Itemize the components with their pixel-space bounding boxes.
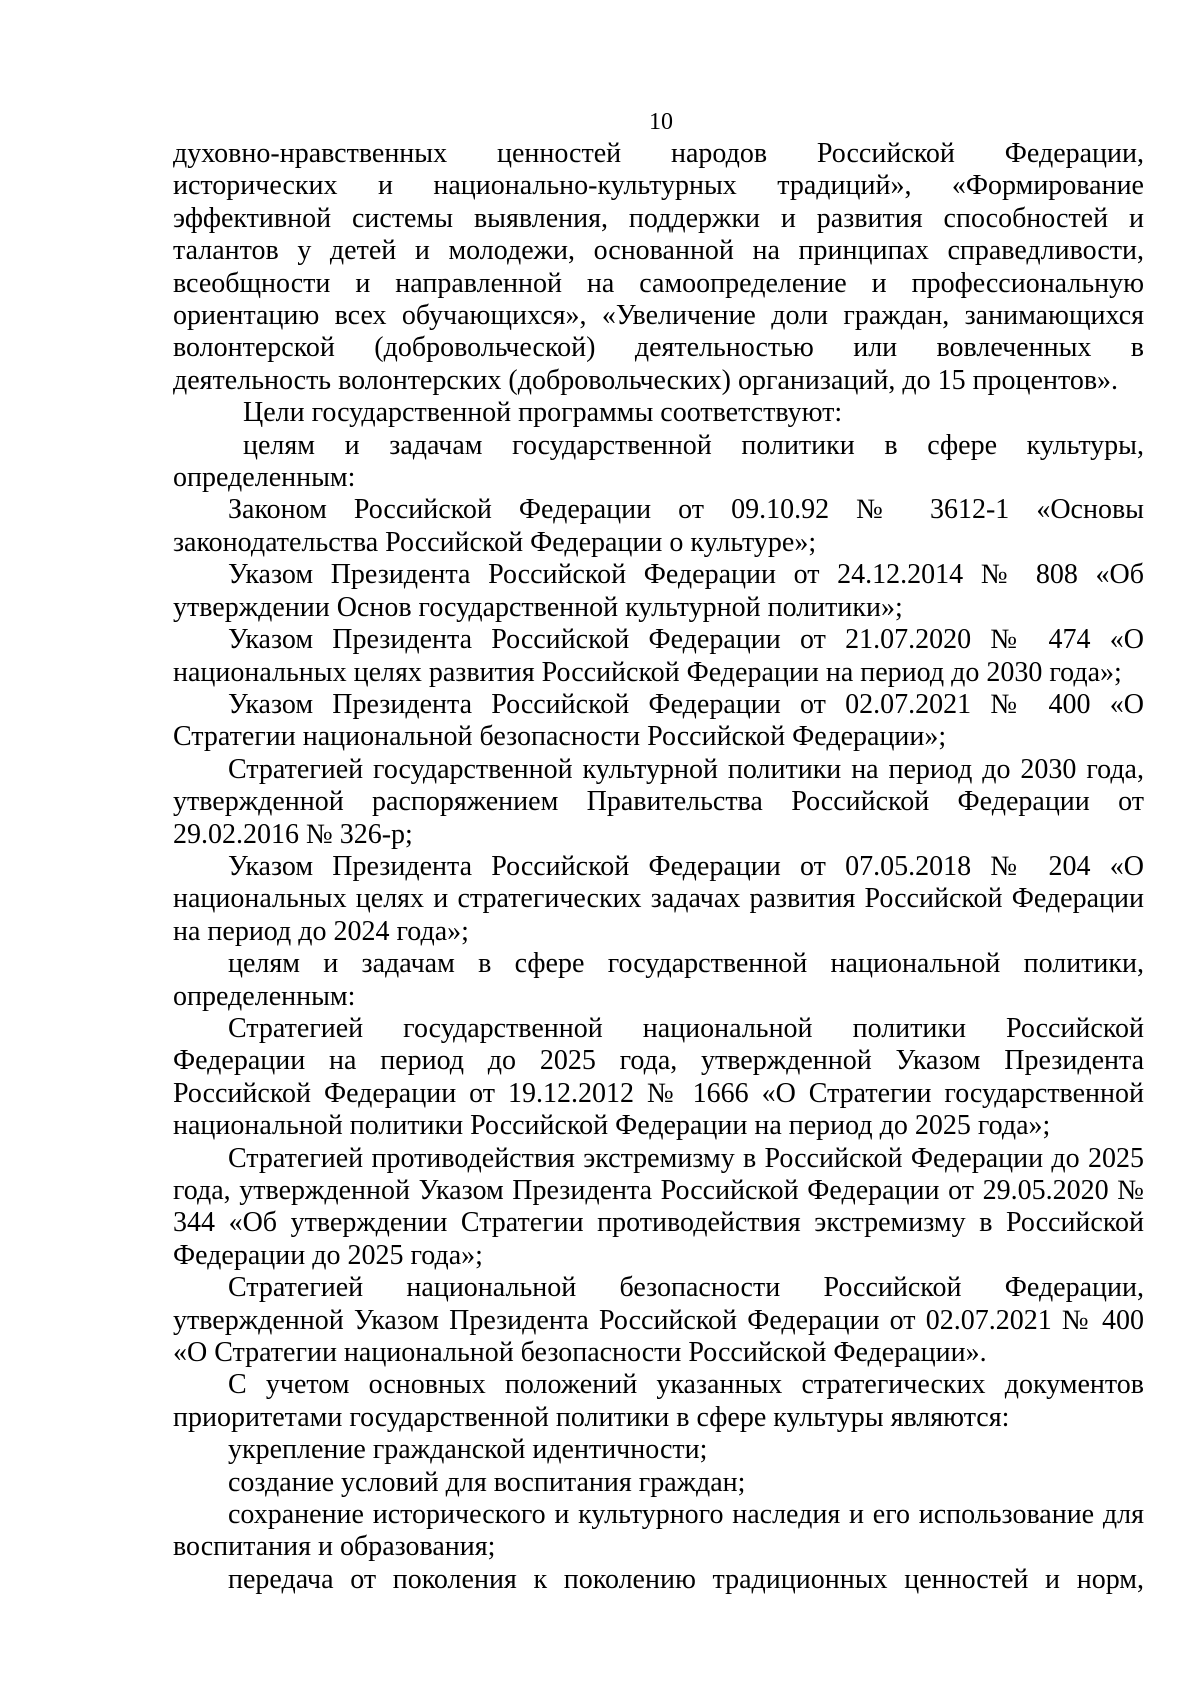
paragraph-goals-intro: Цели государственной программы соответствуют: (243, 397, 843, 429)
paragraph-continuation: духовно-нравственных ценностей народов Российской Федерации, исторических и национально-культурных традиций», «Формирование эффективной системы выявления, поддержки и развития способностей и талантов у детей и молодежи, основанной на принципах справедливости, всеобщности и направленной на самоопределение и профессиональную ориентацию всех обучающихся», «Увеличение доли граждан, занимающихся волонтерской (добровольческой) деятельностью или вовлеченных в деятельность волонтерских (добровольческих) организаций, до 15 процентов». (173, 138, 1144, 396)
paragraph-priority-upbringing: создание условий для воспитания граждан; (228, 1466, 746, 1498)
paragraph-strategy-extremism: Стратегией противодействия экстремизму в Российской Федерации до 2025 года, утвержденной Указом Президента Российской Федерации от 29.05.2020 № 344 «Об утверждении Стратегии противодействия экстремизму в Российской Федерации до 2025 года»; (173, 1142, 1144, 1271)
paragraph-decree-474: Указом Президента Российской Федерации от 21.07.2020 № 474 «О национальных целях развития Российской Федерации на период до 2030 года»; (173, 624, 1144, 688)
paragraph-priority-identity: укрепление гражданской идентичности; (228, 1434, 708, 1466)
paragraph-strategy-1666: Стратегией государственной национальной политики Российской Федерации на период до 2025 года, утвержденной Указом Президента Российской Федерации от 19.12.2012 № 1666 «О Стратегии государственной национальной политики Российской Федерации на период до 2025 года»; (173, 1012, 1144, 1142)
paragraph-decree-808: Указом Президента Российской Федерации от 24.12.2014 № 808 «Об утверждении Основ государственной культурной политики»; (173, 559, 1144, 623)
paragraph-law-culture: Законом Российской Федерации от 09.10.92 № 3612-1 «Основы законодательства Российской Федерации о культуре»; (173, 494, 1144, 558)
paragraph-culture-goals: целям и задачам государственной политики в сфере культуры, определенным: (173, 429, 1144, 494)
paragraph-decree-400: Указом Президента Российской Федерации от 02.07.2021 № 400 «О Стратегии национальной безопасности Российской Федерации»; (173, 688, 1144, 753)
document-body (173, 138, 1144, 1596)
paragraph-strategy-326r: Стратегией государственной культурной политики на период до 2030 года, утвержденной распоряжением Правительства Российской Федерации от 29.02.2016 № 326-р; (173, 753, 1144, 850)
paragraph-priority-heritage: сохранение исторического и культурного наследия и его использование для воспитания и образования; (173, 1499, 1144, 1563)
paragraph-strategy-security: Стратегией национальной безопасности Российской Федерации, утвержденной Указом Президента Российской Федерации от 02.07.2021 № 400 «О Стратегии национальной безопасности Российской Федерации». (173, 1272, 1144, 1369)
paragraph-decree-204: Указом Президента Российской Федерации от 07.05.2018 № 204 «О национальных целях и стратегических задачах развития Российской Федерации на период до 2024 года»; (173, 850, 1144, 947)
paragraph-national-policy-goals: целям и задачам в сфере государственной национальной политики, определенным: (173, 948, 1144, 1012)
paragraph-priorities-intro: С учетом основных положений указанных стратегических документов приоритетами государственной политики в сфере культуры являются: (173, 1369, 1144, 1433)
paragraph-priority-values: передача от поколения к поколению традиционных ценностей и норм, (228, 1563, 1144, 1595)
page-number: 10 (649, 109, 673, 135)
